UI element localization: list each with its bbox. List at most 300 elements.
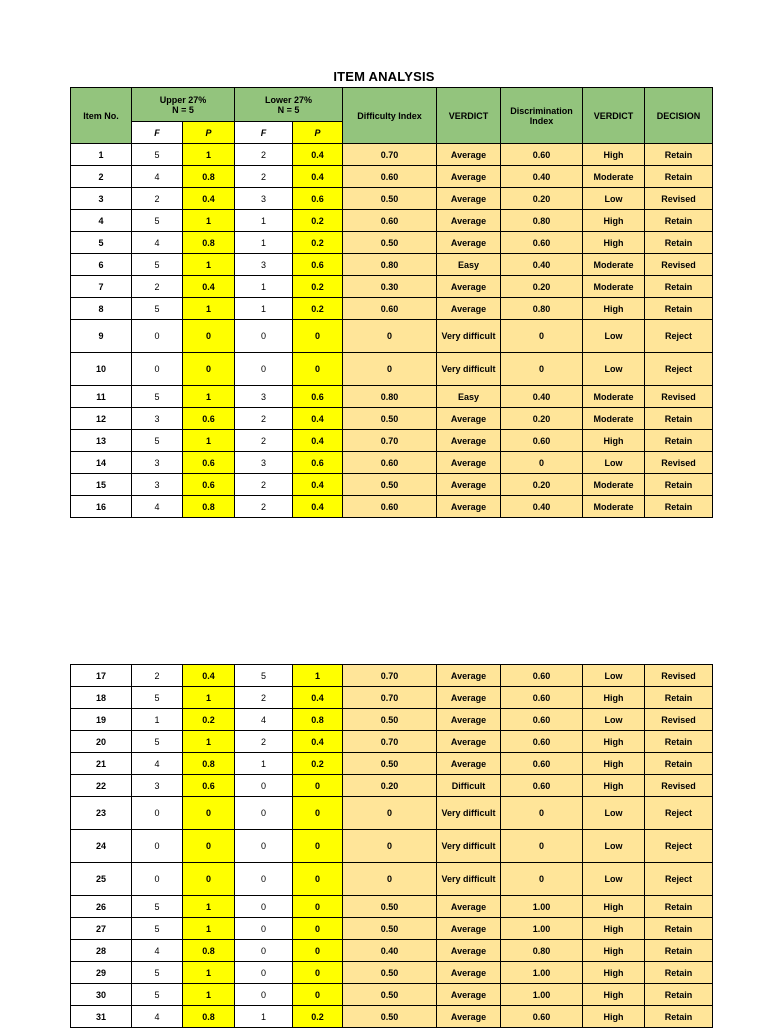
table-row	[71, 298, 713, 320]
cell-item-no: 29	[71, 962, 132, 984]
cell-difficulty-index: 0.70	[343, 665, 437, 687]
cell-lower-p: 0.6	[293, 386, 343, 408]
cell-item-no: 31	[71, 1006, 132, 1028]
cell-difficulty-index: 0.60	[343, 210, 437, 232]
cell-difficulty-verdict: Average	[437, 665, 501, 687]
cell-item-no: 7	[71, 276, 132, 298]
table-row	[71, 731, 713, 753]
cell-discrimination-index: 0	[501, 830, 583, 863]
cell-difficulty-verdict: Average	[437, 896, 501, 918]
cell-lower-p: 0.8	[293, 709, 343, 731]
cell-lower-f: 0	[235, 940, 293, 962]
cell-difficulty-verdict: Average	[437, 962, 501, 984]
cell-discrimination-verdict: Low	[583, 665, 645, 687]
cell-upper-p: 1	[183, 962, 235, 984]
table-row	[71, 144, 713, 166]
cell-discrimination-index: 0.20	[501, 276, 583, 298]
cell-difficulty-verdict: Average	[437, 408, 501, 430]
cell-lower-p: 0.6	[293, 254, 343, 276]
cell-difficulty-verdict: Difficult	[437, 775, 501, 797]
cell-item-no: 1	[71, 144, 132, 166]
table-row	[71, 896, 713, 918]
cell-discrimination-verdict: Moderate	[583, 276, 645, 298]
cell-difficulty-verdict: Average	[437, 731, 501, 753]
cell-decision: Retain	[645, 940, 713, 962]
cell-difficulty-index: 0.20	[343, 775, 437, 797]
cell-difficulty-verdict: Average	[437, 940, 501, 962]
cell-upper-p: 1	[183, 984, 235, 1006]
cell-upper-p: 0	[183, 863, 235, 896]
cell-difficulty-index: 0.70	[343, 731, 437, 753]
cell-difficulty-verdict: Very difficult	[437, 863, 501, 896]
cell-decision: Retain	[645, 210, 713, 232]
cell-item-no: 6	[71, 254, 132, 276]
page-title: ITEM ANALYSIS	[333, 69, 435, 84]
cell-lower-p: 0.4	[293, 144, 343, 166]
table-row	[71, 210, 713, 232]
cell-discrimination-index: 0.80	[501, 298, 583, 320]
cell-upper-f: 5	[132, 298, 183, 320]
cell-lower-p: 0.2	[293, 298, 343, 320]
cell-item-no: 23	[71, 797, 132, 830]
cell-difficulty-verdict: Average	[437, 166, 501, 188]
cell-difficulty-verdict: Easy	[437, 254, 501, 276]
cell-lower-p: 0.2	[293, 276, 343, 298]
cell-upper-f: 0	[132, 353, 183, 386]
cell-upper-p: 1	[183, 918, 235, 940]
header-difficulty-index: Difficulty Index	[343, 88, 437, 144]
cell-upper-f: 5	[132, 731, 183, 753]
cell-upper-f: 2	[132, 188, 183, 210]
cell-lower-f: 1	[235, 276, 293, 298]
cell-discrimination-verdict: High	[583, 918, 645, 940]
cell-lower-p: 0.2	[293, 1006, 343, 1028]
cell-decision: Revised	[645, 386, 713, 408]
cell-item-no: 24	[71, 830, 132, 863]
table-row	[71, 1006, 713, 1028]
cell-discrimination-verdict: Moderate	[583, 254, 645, 276]
cell-upper-p: 1	[183, 298, 235, 320]
cell-discrimination-verdict: High	[583, 940, 645, 962]
cell-decision: Reject	[645, 797, 713, 830]
cell-discrimination-verdict: Low	[583, 797, 645, 830]
cell-upper-p: 0.6	[183, 775, 235, 797]
cell-lower-f: 2	[235, 144, 293, 166]
cell-item-no: 3	[71, 188, 132, 210]
header-lower-f: F	[235, 122, 293, 144]
cell-lower-p: 0	[293, 896, 343, 918]
cell-item-no: 10	[71, 353, 132, 386]
table-row	[71, 320, 713, 353]
cell-item-no: 20	[71, 731, 132, 753]
cell-discrimination-verdict: High	[583, 775, 645, 797]
cell-difficulty-verdict: Average	[437, 210, 501, 232]
cell-item-no: 21	[71, 753, 132, 775]
cell-discrimination-verdict: Low	[583, 709, 645, 731]
cell-discrimination-verdict: High	[583, 1006, 645, 1028]
cell-item-no: 15	[71, 474, 132, 496]
cell-discrimination-index: 0.80	[501, 210, 583, 232]
cell-lower-p: 0.4	[293, 408, 343, 430]
cell-upper-f: 2	[132, 276, 183, 298]
cell-decision: Revised	[645, 775, 713, 797]
cell-upper-p: 0.8	[183, 940, 235, 962]
cell-difficulty-verdict: Very difficult	[437, 830, 501, 863]
cell-item-no: 16	[71, 496, 132, 518]
cell-difficulty-index: 0.50	[343, 188, 437, 210]
cell-difficulty-verdict: Average	[437, 1006, 501, 1028]
cell-discrimination-verdict: High	[583, 298, 645, 320]
table-row	[71, 962, 713, 984]
cell-lower-f: 1	[235, 298, 293, 320]
cell-lower-f: 1	[235, 232, 293, 254]
cell-upper-p: 0.4	[183, 665, 235, 687]
cell-discrimination-verdict: High	[583, 210, 645, 232]
table-row	[71, 830, 713, 863]
cell-lower-p: 0.6	[293, 188, 343, 210]
cell-lower-p: 1	[293, 665, 343, 687]
cell-upper-f: 5	[132, 254, 183, 276]
table-row	[71, 665, 713, 687]
table-row	[71, 918, 713, 940]
cell-upper-f: 0	[132, 320, 183, 353]
cell-item-no: 12	[71, 408, 132, 430]
cell-lower-f: 4	[235, 709, 293, 731]
cell-discrimination-index: 0.60	[501, 232, 583, 254]
cell-lower-f: 0	[235, 353, 293, 386]
cell-difficulty-verdict: Average	[437, 918, 501, 940]
cell-lower-p: 0.2	[293, 232, 343, 254]
cell-upper-p: 0.4	[183, 188, 235, 210]
cell-difficulty-index: 0.80	[343, 386, 437, 408]
cell-upper-p: 0.2	[183, 709, 235, 731]
cell-upper-f: 5	[132, 896, 183, 918]
cell-discrimination-verdict: Low	[583, 830, 645, 863]
cell-lower-f: 3	[235, 188, 293, 210]
cell-discrimination-verdict: Low	[583, 320, 645, 353]
cell-difficulty-verdict: Average	[437, 984, 501, 1006]
table-row	[71, 496, 713, 518]
table-row	[71, 775, 713, 797]
table-row	[71, 232, 713, 254]
cell-difficulty-verdict: Easy	[437, 386, 501, 408]
cell-discrimination-index: 0.40	[501, 496, 583, 518]
cell-lower-p: 0.2	[293, 210, 343, 232]
cell-decision: Retain	[645, 430, 713, 452]
cell-lower-f: 0	[235, 984, 293, 1006]
cell-decision: Retain	[645, 144, 713, 166]
cell-difficulty-verdict: Average	[437, 452, 501, 474]
cell-difficulty-index: 0.70	[343, 687, 437, 709]
cell-upper-f: 0	[132, 863, 183, 896]
cell-upper-f: 5	[132, 430, 183, 452]
header-upper: Upper 27% N = 5	[132, 88, 235, 122]
cell-lower-f: 0	[235, 918, 293, 940]
cell-difficulty-index: 0	[343, 830, 437, 863]
cell-upper-f: 1	[132, 709, 183, 731]
cell-difficulty-index: 0.60	[343, 496, 437, 518]
cell-upper-p: 1	[183, 254, 235, 276]
cell-upper-p: 0	[183, 797, 235, 830]
cell-decision: Retain	[645, 962, 713, 984]
cell-difficulty-index: 0.60	[343, 452, 437, 474]
cell-upper-f: 2	[132, 665, 183, 687]
cell-discrimination-index: 0.40	[501, 166, 583, 188]
cell-difficulty-verdict: Average	[437, 144, 501, 166]
cell-difficulty-index: 0	[343, 797, 437, 830]
cell-discrimination-index: 0.20	[501, 474, 583, 496]
cell-difficulty-index: 0.50	[343, 232, 437, 254]
cell-decision: Revised	[645, 452, 713, 474]
cell-lower-f: 0	[235, 830, 293, 863]
cell-difficulty-verdict: Average	[437, 687, 501, 709]
cell-upper-f: 4	[132, 1006, 183, 1028]
cell-discrimination-index: 0.20	[501, 188, 583, 210]
cell-difficulty-verdict: Very difficult	[437, 320, 501, 353]
cell-decision: Retain	[645, 298, 713, 320]
cell-upper-f: 5	[132, 386, 183, 408]
table-row	[71, 797, 713, 830]
table-row	[71, 430, 713, 452]
cell-item-no: 25	[71, 863, 132, 896]
cell-discrimination-index: 0	[501, 863, 583, 896]
header-upper-f: F	[132, 122, 183, 144]
cell-discrimination-verdict: Moderate	[583, 408, 645, 430]
cell-difficulty-index: 0.80	[343, 254, 437, 276]
cell-decision: Retain	[645, 408, 713, 430]
cell-difficulty-index: 0.50	[343, 984, 437, 1006]
cell-lower-f: 0	[235, 797, 293, 830]
cell-decision: Retain	[645, 474, 713, 496]
cell-lower-f: 3	[235, 254, 293, 276]
cell-difficulty-index: 0.40	[343, 940, 437, 962]
cell-decision: Retain	[645, 731, 713, 753]
cell-upper-p: 0	[183, 830, 235, 863]
cell-upper-f: 3	[132, 452, 183, 474]
table-row	[71, 254, 713, 276]
cell-decision: Reject	[645, 863, 713, 896]
header-item-no: Item No.	[71, 88, 132, 144]
cell-upper-p: 0	[183, 320, 235, 353]
cell-item-no: 17	[71, 665, 132, 687]
cell-decision: Revised	[645, 188, 713, 210]
cell-upper-p: 1	[183, 731, 235, 753]
table-row	[71, 753, 713, 775]
cell-upper-p: 1	[183, 386, 235, 408]
cell-upper-f: 4	[132, 496, 183, 518]
cell-difficulty-index: 0.70	[343, 144, 437, 166]
cell-decision: Retain	[645, 166, 713, 188]
cell-decision: Revised	[645, 254, 713, 276]
cell-item-no: 14	[71, 452, 132, 474]
cell-lower-p: 0	[293, 353, 343, 386]
table-row	[71, 474, 713, 496]
cell-discrimination-verdict: High	[583, 687, 645, 709]
cell-lower-f: 0	[235, 320, 293, 353]
header-discrimination-index: Discrimination Index	[501, 88, 583, 144]
cell-lower-p: 0.4	[293, 731, 343, 753]
cell-difficulty-index: 0.30	[343, 276, 437, 298]
table-body-bottom	[71, 665, 713, 1028]
cell-discrimination-verdict: Low	[583, 188, 645, 210]
cell-difficulty-verdict: Average	[437, 753, 501, 775]
cell-difficulty-index: 0.50	[343, 896, 437, 918]
cell-decision: Retain	[645, 753, 713, 775]
cell-item-no: 2	[71, 166, 132, 188]
cell-item-no: 9	[71, 320, 132, 353]
cell-lower-f: 0	[235, 896, 293, 918]
cell-lower-p: 0.6	[293, 452, 343, 474]
cell-upper-f: 5	[132, 962, 183, 984]
cell-upper-f: 3	[132, 408, 183, 430]
cell-item-no: 11	[71, 386, 132, 408]
cell-discrimination-verdict: Moderate	[583, 474, 645, 496]
cell-discrimination-index: 0	[501, 452, 583, 474]
cell-decision: Retain	[645, 1006, 713, 1028]
table-row	[71, 940, 713, 962]
cell-decision: Retain	[645, 687, 713, 709]
cell-item-no: 26	[71, 896, 132, 918]
cell-lower-f: 5	[235, 665, 293, 687]
cell-discrimination-index: 0.60	[501, 144, 583, 166]
cell-discrimination-index: 0.60	[501, 1006, 583, 1028]
cell-discrimination-index: 0	[501, 353, 583, 386]
cell-upper-p: 0.4	[183, 276, 235, 298]
cell-difficulty-verdict: Average	[437, 298, 501, 320]
table-row	[71, 452, 713, 474]
cell-item-no: 18	[71, 687, 132, 709]
cell-lower-p: 0	[293, 918, 343, 940]
table-row	[71, 166, 713, 188]
item-analysis-table-continued	[70, 664, 713, 1028]
cell-item-no: 5	[71, 232, 132, 254]
cell-decision: Revised	[645, 665, 713, 687]
cell-lower-p: 0.4	[293, 687, 343, 709]
cell-difficulty-index: 0.50	[343, 753, 437, 775]
cell-difficulty-verdict: Average	[437, 232, 501, 254]
cell-discrimination-index: 0.60	[501, 687, 583, 709]
cell-upper-p: 0.8	[183, 166, 235, 188]
cell-decision: Retain	[645, 896, 713, 918]
cell-lower-f: 0	[235, 775, 293, 797]
cell-discrimination-index: 0.60	[501, 709, 583, 731]
cell-upper-f: 5	[132, 984, 183, 1006]
cell-discrimination-verdict: High	[583, 430, 645, 452]
cell-discrimination-index: 1.00	[501, 962, 583, 984]
cell-discrimination-index: 0.40	[501, 386, 583, 408]
cell-decision: Reject	[645, 830, 713, 863]
cell-upper-p: 1	[183, 430, 235, 452]
cell-lower-f: 1	[235, 753, 293, 775]
cell-lower-f: 0	[235, 962, 293, 984]
cell-upper-p: 0.8	[183, 1006, 235, 1028]
cell-discrimination-verdict: High	[583, 144, 645, 166]
table-row	[71, 386, 713, 408]
cell-upper-p: 1	[183, 144, 235, 166]
cell-upper-f: 0	[132, 830, 183, 863]
cell-lower-f: 3	[235, 452, 293, 474]
table-row	[71, 687, 713, 709]
cell-upper-p: 1	[183, 210, 235, 232]
cell-upper-f: 5	[132, 918, 183, 940]
cell-discrimination-verdict: Moderate	[583, 166, 645, 188]
cell-lower-p: 0	[293, 775, 343, 797]
cell-item-no: 13	[71, 430, 132, 452]
cell-difficulty-verdict: Average	[437, 276, 501, 298]
cell-difficulty-index: 0.60	[343, 166, 437, 188]
table-row	[71, 863, 713, 896]
cell-decision: Revised	[645, 709, 713, 731]
cell-item-no: 22	[71, 775, 132, 797]
header-upper-p: P	[183, 122, 235, 144]
cell-decision: Retain	[645, 984, 713, 1006]
cell-upper-f: 4	[132, 166, 183, 188]
cell-difficulty-index: 0.50	[343, 474, 437, 496]
cell-lower-f: 1	[235, 1006, 293, 1028]
cell-upper-p: 1	[183, 896, 235, 918]
table-row	[71, 984, 713, 1006]
cell-difficulty-verdict: Very difficult	[437, 797, 501, 830]
cell-upper-f: 5	[132, 144, 183, 166]
cell-lower-p: 0.2	[293, 753, 343, 775]
cell-discrimination-index: 1.00	[501, 896, 583, 918]
cell-lower-f: 2	[235, 430, 293, 452]
cell-upper-p: 0.8	[183, 232, 235, 254]
cell-lower-p: 0	[293, 940, 343, 962]
cell-upper-p: 0	[183, 353, 235, 386]
table-row	[71, 353, 713, 386]
cell-lower-f: 1	[235, 210, 293, 232]
cell-upper-p: 1	[183, 687, 235, 709]
header-verdict-discrimination: VERDICT	[583, 88, 645, 144]
cell-item-no: 4	[71, 210, 132, 232]
cell-upper-f: 0	[132, 797, 183, 830]
cell-item-no: 8	[71, 298, 132, 320]
cell-discrimination-index: 0	[501, 320, 583, 353]
cell-upper-f: 4	[132, 940, 183, 962]
table-row	[71, 709, 713, 731]
cell-discrimination-index: 1.00	[501, 918, 583, 940]
cell-difficulty-index: 0.50	[343, 709, 437, 731]
cell-lower-p: 0.4	[293, 430, 343, 452]
cell-decision: Reject	[645, 353, 713, 386]
header-lower-p: P	[293, 122, 343, 144]
cell-discrimination-verdict: High	[583, 232, 645, 254]
cell-upper-p: 0.8	[183, 753, 235, 775]
cell-discrimination-index: 0.20	[501, 408, 583, 430]
cell-item-no: 19	[71, 709, 132, 731]
cell-decision: Retain	[645, 232, 713, 254]
cell-lower-p: 0	[293, 797, 343, 830]
cell-difficulty-verdict: Average	[437, 709, 501, 731]
cell-lower-f: 2	[235, 687, 293, 709]
cell-difficulty-index: 0.50	[343, 1006, 437, 1028]
cell-upper-f: 5	[132, 687, 183, 709]
cell-difficulty-verdict: Average	[437, 474, 501, 496]
cell-discrimination-verdict: High	[583, 962, 645, 984]
table-row	[71, 188, 713, 210]
cell-upper-p: 0.6	[183, 474, 235, 496]
item-analysis-table	[70, 87, 713, 518]
cell-difficulty-verdict: Very difficult	[437, 353, 501, 386]
cell-discrimination-index: 0.60	[501, 430, 583, 452]
cell-discrimination-index: 0.60	[501, 665, 583, 687]
cell-difficulty-index: 0.50	[343, 408, 437, 430]
table-row	[71, 276, 713, 298]
cell-upper-f: 4	[132, 232, 183, 254]
cell-difficulty-index: 0.50	[343, 918, 437, 940]
cell-discrimination-index: 0.60	[501, 775, 583, 797]
